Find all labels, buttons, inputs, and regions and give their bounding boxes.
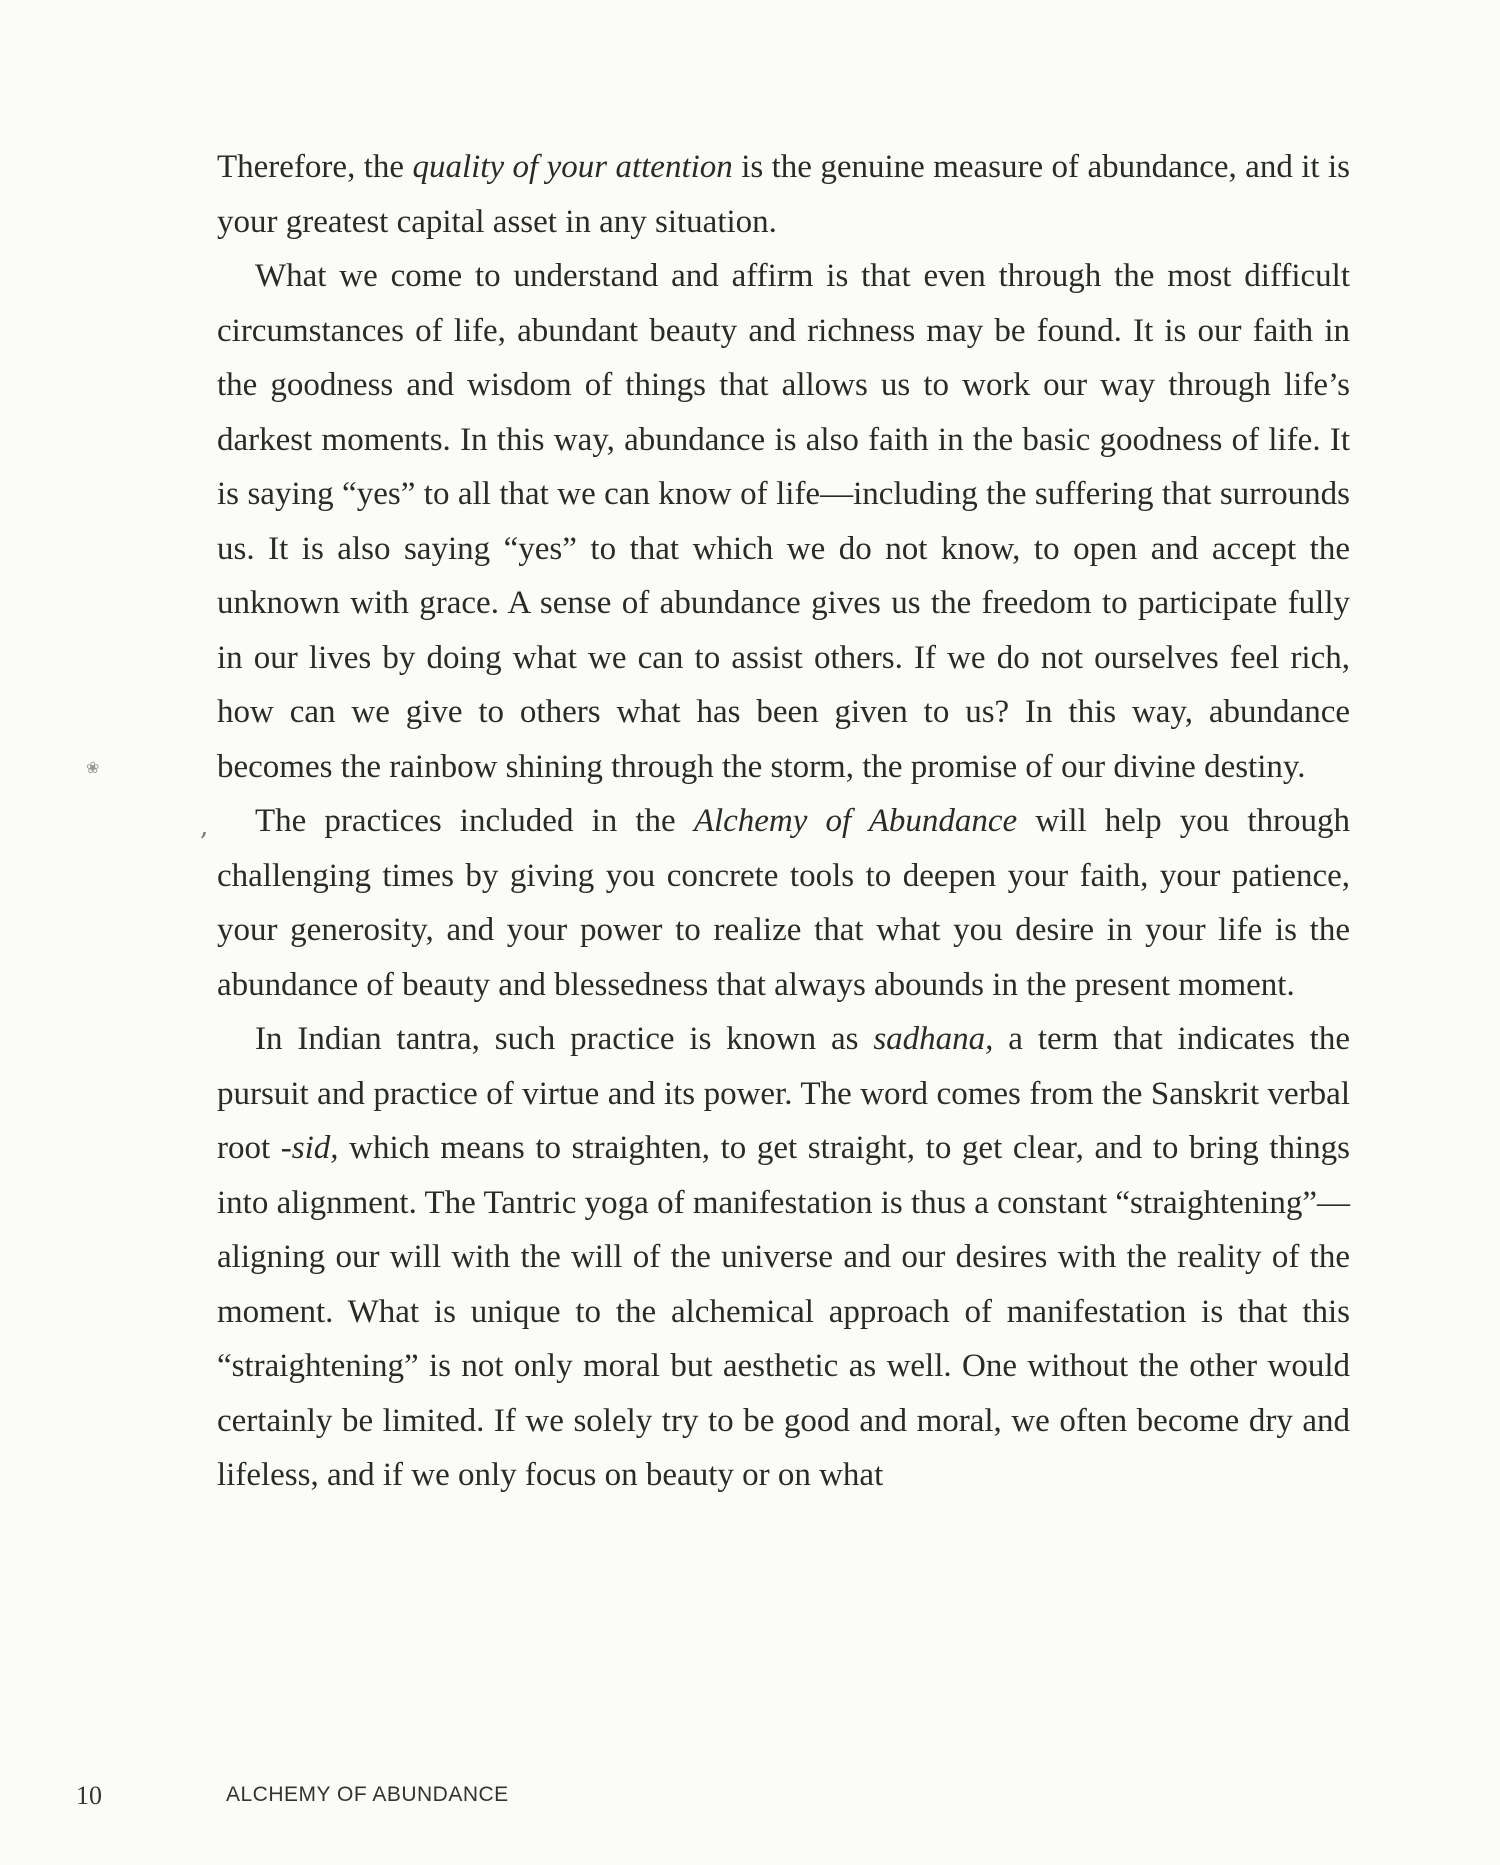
paragraph-4 xyxy=(217,1012,1350,1503)
body-text xyxy=(217,140,1350,1503)
para3-italic-title: Alchemy of Abundance xyxy=(693,803,1018,839)
paragraph-2: What we come to understand and affirm is that even through the most difficult circumstances of life, abundant beauty and richness may be found. It is our faith in the goodness and wisdom of things that allows us to work our way through life’s darkest moments. In this way, abundance is also faith in the basic goodness of life. It is saying “yes” to all that we can know of life—including the suffering that surrounds us. It is also saying “yes” to that which we do not know, to open and accept the unknown with grace. A sense of abundance gives us the freedom to participate fully in our lives by doing what we can to assist others. If we do not ourselves feel rich, how can we give to others what has been given to us? In this way, abundance becomes the rainbow shining through the storm, the promise of our divine destiny. xyxy=(217,258,1350,785)
para1-text-a: Therefore, the xyxy=(217,149,413,185)
para4-italic-sid: -sid, xyxy=(280,1130,339,1166)
para4-italic-sadhana: sadhana, xyxy=(873,1021,994,1057)
para4-text-a: In Indian tantra, such practice is known as xyxy=(255,1021,874,1057)
para3-text-c: will help you through challenging times by giving you concrete tools to deepen your faith, your patience, your generosity, and your power to realize that what you desire in your life is the abundance of beauty and blessedness that always abounds in the present moment. xyxy=(217,803,1350,1003)
para4-text-c: a term that indicates the pursuit and practice of virtue and its power. The word comes from the Sanskrit verbal root xyxy=(217,1021,1350,1166)
page-footer xyxy=(0,1781,1500,1821)
para1-text-c: is the genuine measure of abundance, and it is your greatest capital asset in any situation. xyxy=(217,149,1350,240)
margin-speck-mark: ❀ xyxy=(86,758,100,777)
margin-tick-mark: , xyxy=(200,812,209,842)
paragraph-3 xyxy=(217,794,1350,1012)
para1-italic-phrase: quality of your attention xyxy=(412,149,733,185)
running-title: ALCHEMY OF ABUNDANCE xyxy=(226,1783,509,1806)
page-number: 10 xyxy=(76,1781,102,1810)
para4-text-e: which means to straighten, to get straight, to get clear, and to bring things into alignment. The Tantric yoga of manifestation is thus a constant “straightening”—aligning our will with the will of the universe and our desires with the reality of the moment. What is unique to the alchemical approach of manifestation is that this “straightening” is not only moral but aesthetic as well. One without the other would certainly be limited. If we solely try to be good and moral, we often become dry and lifeless, and if we only focus on beauty or on what xyxy=(217,1130,1350,1493)
para3-text-a: The practices included in the xyxy=(255,803,694,839)
paragraph-1 xyxy=(217,140,1350,249)
